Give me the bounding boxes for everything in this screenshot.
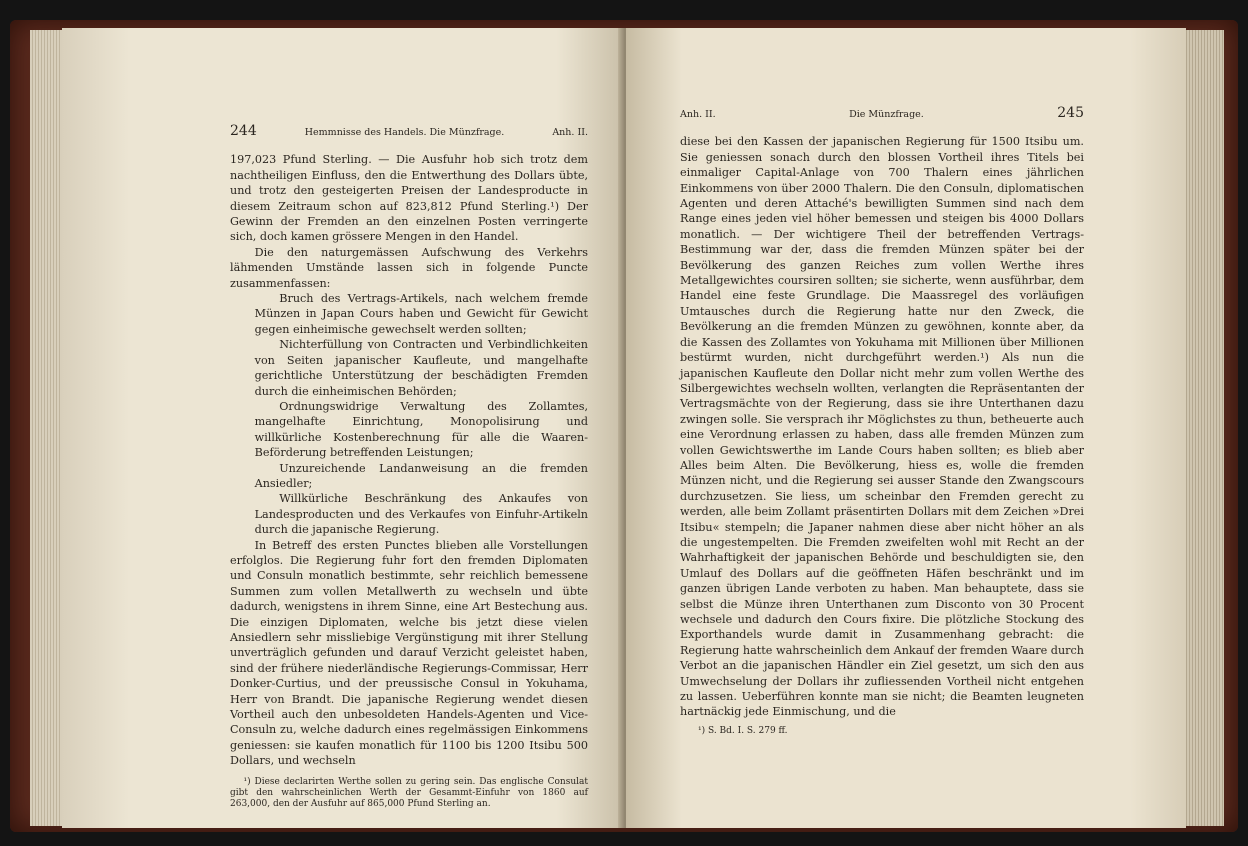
paragraph: diese bei den Kassen der japanischen Regierung für 1500 Itsibu um. Sie geniessen sonach durch den blossen Vortheil ihres Titels bei einmaliger Capital-Anlage von 700 Thalern eines jährlichen Einkommens von über 2000 Thalern. Die den Consuln, diplomatischen Agenten und deren Attaché's bewilligten Summen sind nach dem Range eines jeden viel höher bemessen und steigen bis 4000 Dollars monatlich. — Der wichtigere Theil der betreffenden Vertrags-Bestimmung war der, dass die fremden Münzen später bei der Bevölkerung des ganzen Reiches zum vollen Werthe ihres Metallgewichtes coursiren sollten; sie sicherte, wenn ausführbar, dem Handel eine feste Grundlage. Die Maassregel des vorläufigen Umtausches durch die Regierung hatte nur den Zweck, die Bevölkerung an die fremden Münzen zu gewöhnen, konnte aber, da die Kassen des Zollamtes von Yokuhama mit Millionen über Millionen bestürmt wurden, nicht durchgeführt werden.¹) Als nun die japanischen Kaufleute den Dollar nicht mehr zum vollen Werthe des Silbergewichtes wechseln wollten, verlangten die Repräsentanten der Vertragsmächte von der Regierung, dass sie ihre Unterthanen dazu zwingen solle. Sie versprach ihr Möglichstes zu thun, betheuerte auch eine Verordnung erlassen zu haben, dass alle fremden Münzen zum vollen Gewichtswerthe im Lande Cours haben sollten; es blieb aber Alles beim Alten. Die Bevölkerung, hiess es, wolle die fremden Münzen nicht, und die Regierung sei ausser Stande den Zwangscours durchzusetzen. Sie liess, um scheinbar den Fremden gerecht zu werden, alle beim Zollamt präsentirten Dollars mit dem Zeichen »Drei Itsibu« stempeln; die Japaner nahmen diese aber nicht höher an als die ungestempelten. Die Fremden zweifelten wohl mit Recht an der Wahrhaftigkeit der japanischen Behörde und beschuldigten sie, den Umlauf des Dollars auf die geöffneten Häfen beschränkt und im ganzen übrigen Lande verboten zu haben. Man behauptete, dass sie selbst die Münze ihren Unterthanen zum Disconto von 30 Procent wechsele und dadurch den Cours fixire. Die plötzliche Stockung des Exporthandels wurde damit in Zusammenhang gebracht: die Regierung hatte wahrscheinlich dem Ankauf der fremden Waare durch Verbot an die japanischen Händler ein Ziel gesetzt, um sich den aus Umwechselung der Dollars ihr zufliessenden Vortheil nicht entgehen zu lassen. Ueberführen konnte man sie nicht; die Beamten leugneten hartnäckig jede Einmischung, und die xyxy=(680,135,1084,719)
left-page-content xyxy=(230,124,588,810)
paragraph: Die den naturgemässen Aufschwung des Verkehrs lähmenden Umstände lassen sich in folgende Puncte zusammenfassen: xyxy=(230,245,588,290)
page-number: 245 xyxy=(1057,105,1084,121)
paragraph: 197,023 Pfund Sterling. — Die Ausfuhr hob sich trotz dem nachtheiligen Einfluss, den die Entwerthung des Dollars übte, und trotz den gesteigerten Preisen der Landesproducte in diesem Zeitraum schon auf 823,812 Pfund Sterling.¹) Der Gewinn der Fremden an den einzelnen Posten verringerte sich, doch kamen grössere Mengen in den Handel. xyxy=(230,153,588,244)
left-page xyxy=(62,28,624,828)
right-page-header xyxy=(680,106,1084,122)
list-item: Nichterfüllung von Contracten und Verbindlichkeiten von Seiten japanischer Kaufleute, und mangelhafte gerichtliche Unterstützung der beschädigten Fremden durch die einheimischen Behörden; xyxy=(254,338,588,398)
list-item: Willkürliche Beschränkung des Ankaufes von Landesproducten und des Verkaufes von Einfuhr-Artikeln durch die japanische Regierung. xyxy=(254,492,588,537)
page-edges-left xyxy=(30,30,64,826)
running-title: Hemmnisse des Handels. Die Münzfrage. xyxy=(304,127,505,138)
footnote: ¹) Diese declarirten Werthe sollen zu gering sein. Das englische Consulat gibt den wahrscheinlichen Werth der Gesammt-Einfuhr von 1860 auf 263,000, den der Ausfuhr auf 865,000 Pfund Sterling an. xyxy=(230,776,588,809)
list-item: Unzureichende Landanweisung an die fremden Ansiedler; xyxy=(254,461,588,490)
running-title: Die Münzfrage. xyxy=(849,109,924,120)
list-item: Ordnungswidrige Verwaltung des Zollamtes, mangelhafte Einrichtung, Monopolisirung und willkürliche Kostenberechnung für alle die Waaren-Beförderung betreffenden Leistungen; xyxy=(254,399,588,460)
page-number: 244 xyxy=(230,123,257,139)
appendix-label: Anh. II. xyxy=(552,127,588,138)
right-page xyxy=(626,28,1186,828)
right-page-content xyxy=(680,106,1084,737)
paragraph: In Betreff des ersten Punctes blieben alle Vorstellungen erfolglos. Die Regierung fuhr fort den fremden Diplomaten und Consuln monatlich bestimmte, sehr reichlich bemessene Summen zum vollen Metallwerth zu wechseln und übte dadurch, wenigstens in ihrem Sinne, eine Art Bestechung aus. Die einzigen Diplomaten, welche bis jetzt diese vielen Ansiedlern sehr missliebige Vergünstigung mit ihrer Stellung unverträglich gefunden und darauf Verzicht geleistet haben, sind der frühere niederländische Regierungs-Commissar, Herr Donker-Curtius, und der preussische Consul in Yokuhama, Herr von Brandt. Die japanische Regierung wendet diesen Vortheil auch den unbesoldeten Handels-Agenten und Vice-Consuln zu, welche dadurch eines regelmässigen Einkommens geniessen: sie kaufen monatlich für 1100 bis 1200 Itsibu 500 Dollars, und wechseln xyxy=(230,538,588,768)
list-item: Bruch des Vertrags-Artikels, nach welchem fremde Münzen in Japan Cours haben und Gewicht für Gewicht gegen einheimische gewechselt werden sollten; xyxy=(254,292,588,336)
footnote: ¹) S. Bd. I. S. 279 ff. xyxy=(698,725,788,736)
left-page-header xyxy=(230,124,588,140)
page-edges-right xyxy=(1184,30,1224,826)
appendix-label: Anh. II. xyxy=(680,109,716,120)
